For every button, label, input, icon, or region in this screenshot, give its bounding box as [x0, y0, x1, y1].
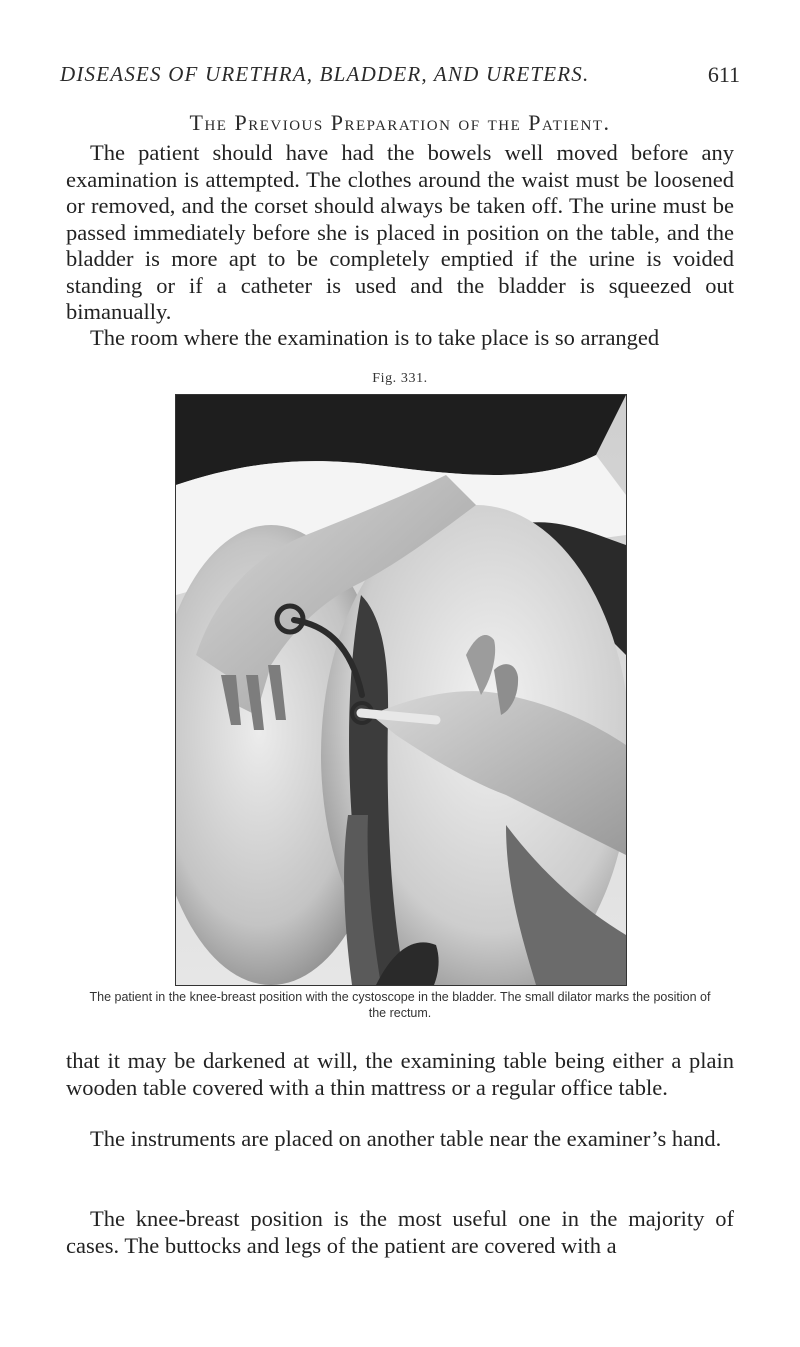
figure-caption: The patient in the knee-breast position with the cystoscope in the bladder. The small dilator marks the position of the rectum. — [89, 990, 711, 1020]
page-number: 611 — [707, 62, 740, 87]
paragraph-room-continued: that it may be darkened at will, the examining table being either a plain wooden table covered with a thin mattress or a regular office table. — [66, 1048, 734, 1100]
running-title: DISEASES OF URETHRA, BLADDER, AND URETERS. — [60, 62, 590, 86]
paragraph-instruments: The instruments are placed on another table near the examiner’s hand. — [90, 1126, 722, 1151]
knee-breast-position-photo — [176, 395, 626, 985]
figure-label: Fig. 331. — [372, 371, 428, 386]
paragraph-knee-breast: The knee-breast position is the most useful one in the majority of cases. The buttocks and legs of the patient are covered with a — [66, 1206, 734, 1258]
figure-illustration — [175, 394, 627, 986]
section-heading: The Previous Preparation of the Patient. — [189, 110, 611, 135]
paragraph-preparation: The patient should have had the bowels well moved before any examination is attempted. The clothes around the waist must be loosened or removed, and the corset should always be taken off. The urine must be passed immediately before she is placed in position on the table, and the bladder is more apt to be completely emptied if the urine is voided standing or if a catheter is used and the bladder is squeezed out bimanually. — [66, 140, 734, 324]
page-header — [60, 62, 740, 94]
paragraph-room-start: The room where the examination is to take place is so arranged — [90, 325, 660, 350]
